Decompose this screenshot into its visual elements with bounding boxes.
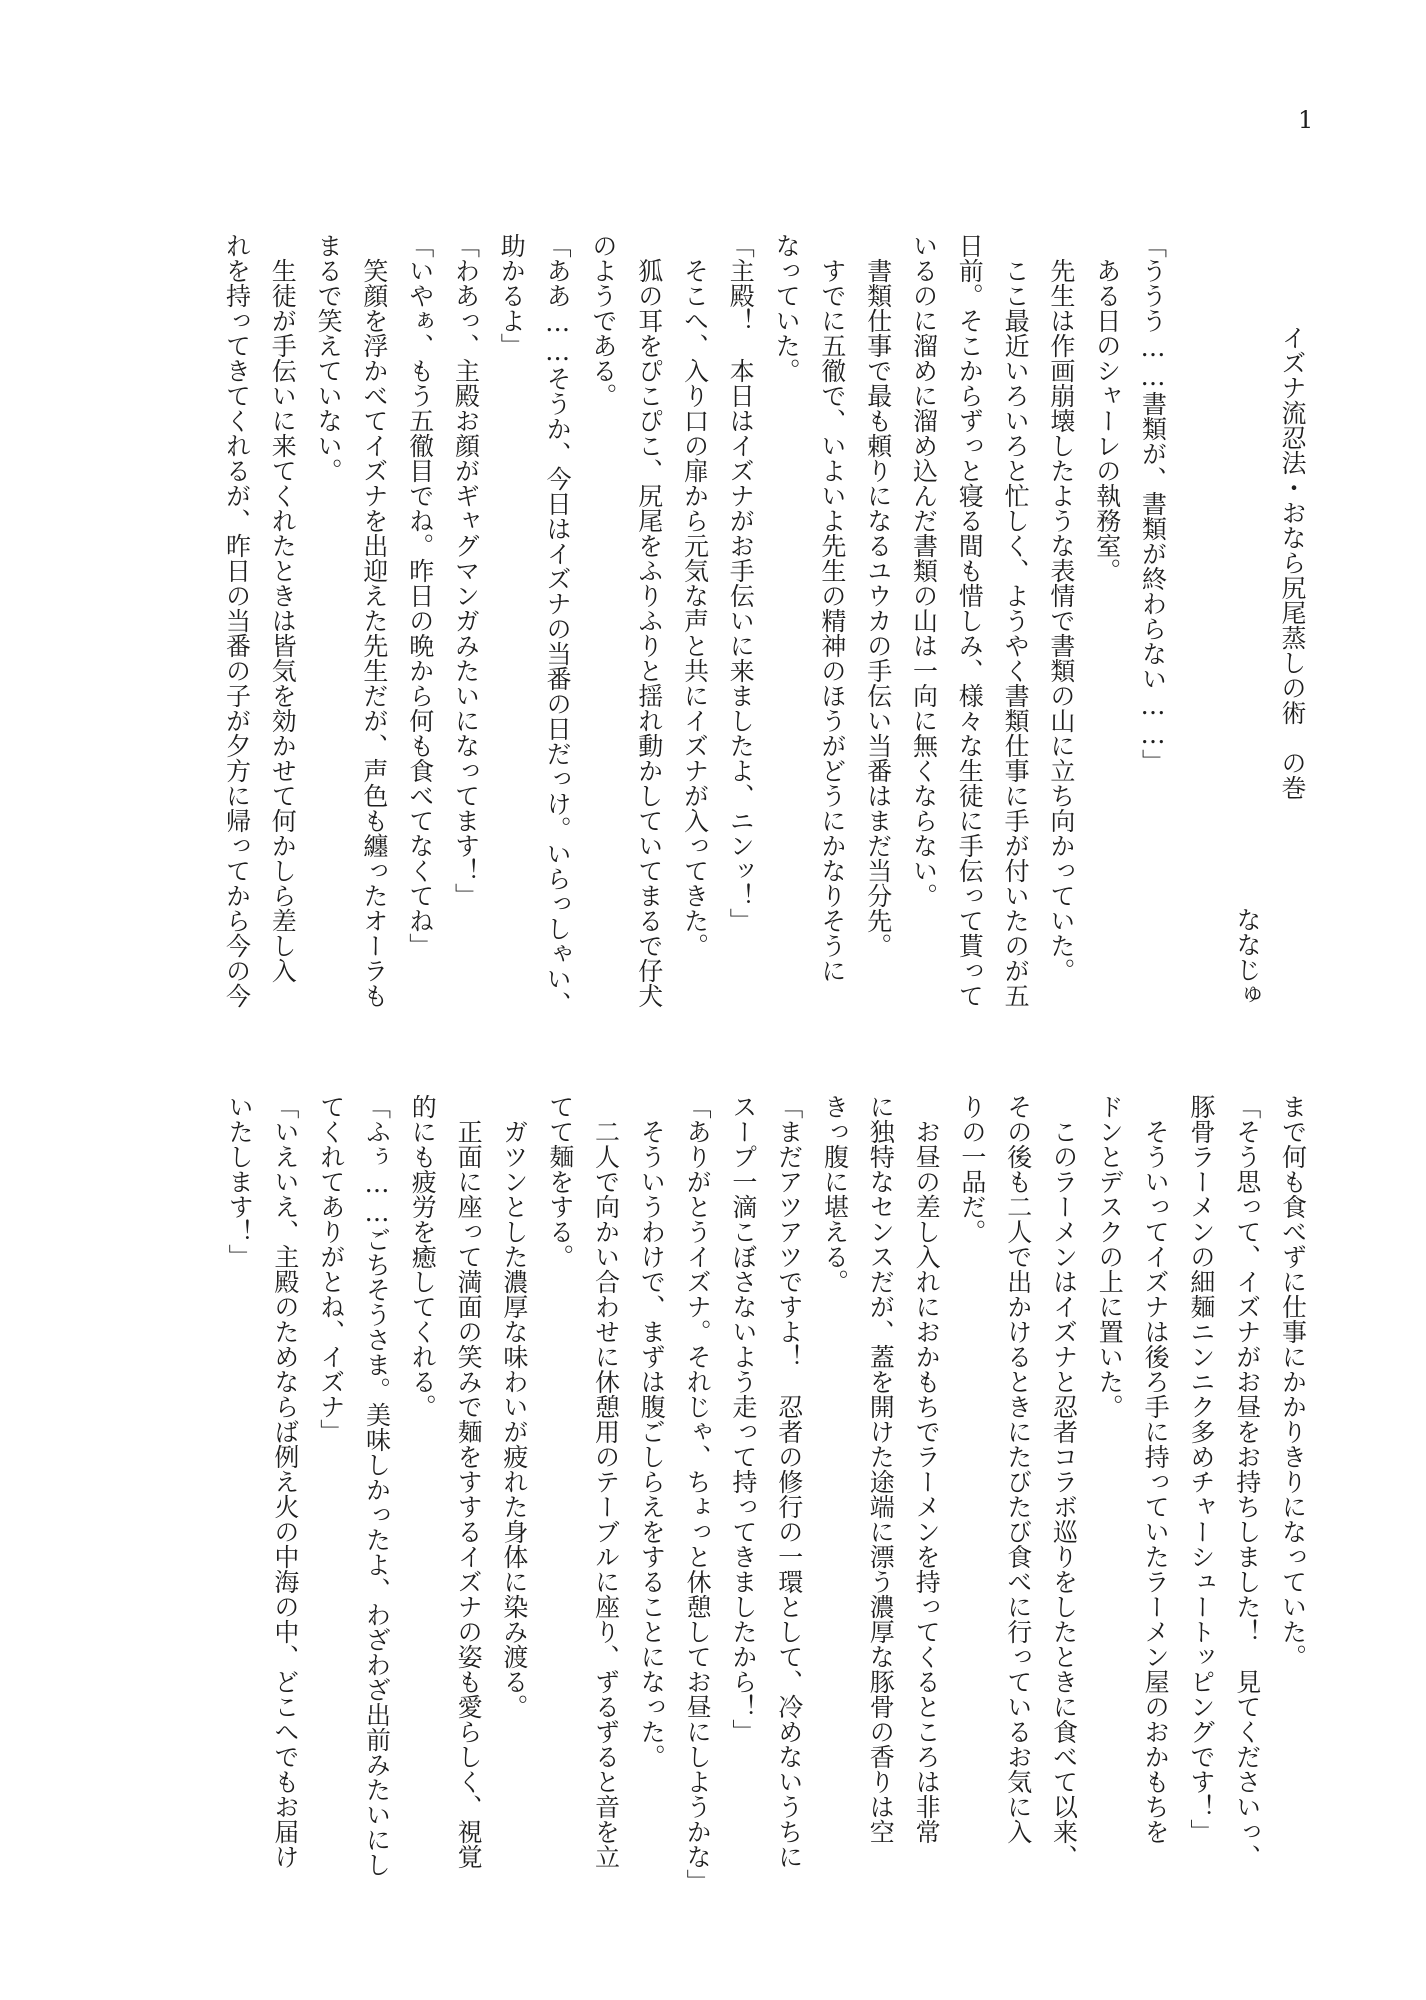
text-column: 「いえいえ、主殿のためならば例え火の中海の中、どこへでもお届け [270,1094,300,1869]
text-column: まるで笑えていない。 [314,233,344,483]
text-column: てて麺をする。 [545,1094,575,1269]
text-column: なっていた。 [772,233,802,383]
page-number: 1 [1298,106,1314,134]
text-column: 正面に座って満面の笑みで麺をすするイズナの姿も愛らしく、視覚 [454,1094,484,1869]
text-column: すでに五徹で、いよいよ先生の精神のほうがどうにかなりそうに [817,233,847,983]
text-column: に独特なセンスだが、蓋を開けた途端に漂う濃厚な豚骨の香りは空 [866,1094,896,1844]
text-column: いたします！」 [225,1094,255,1269]
text-column: きっ腹に堪える。 [820,1094,850,1294]
text-column: そういうわけで、まずは腹ごしらえをすることになった。 [637,1094,667,1769]
text-column: 「わあっ、主殿お顔がギャグマンガみたいになってます！」 [451,233,481,908]
text-column: 書類仕事で最も頼りになるユウカの手伝い当番はまだ当分先。 [863,233,893,958]
text-column: 狐の耳をぴこぴこ、尻尾をふりふりと揺れ動かしていてまるで仔犬 [634,233,664,1008]
text-column: 「主殿！ 本日はイズナがお手伝いに来ましたよ、ニンッ！」 [726,233,756,933]
text-column: 「いやぁ、もう五徹目でね。昨日の晩から何も食べてなくてね」 [405,233,435,958]
text-column: そういってイズナは後ろ手に持っていたラーメン屋のおかもちを [1141,1094,1171,1844]
text-column: ガツンとした濃厚な味わいが疲れた身体に染み渡る。 [499,1094,529,1719]
text-column: 「まだアツアツですよ！ 忍者の修行の一環として、冷めないうちに [774,1094,804,1869]
text-column: れを持ってきてくれるが、昨日の当番の子が夕方に帰ってから今の今 [222,233,252,1008]
text-column: そこへ、入り口の扉から元気な声と共にイズナが入ってきた。 [680,233,710,958]
text-column: のようである。 [588,233,618,408]
text-column: 「ああ……そうか、今日はイズナの当番の日だっけ。いらっしゃい、 [543,233,573,1016]
text-column: 生徒が手伝いに来てくれたときは皆気を効かせて何かしら差し入 [268,233,298,983]
author-name: ななじゅ [1233,907,1262,1007]
text-column: 「そう思って、イズナがお昼をお持ちしました！ 見てくださいっ、 [1232,1094,1262,1869]
text-column: 的にも疲労を癒してくれる。 [408,1094,438,1419]
text-column: りの一品だ。 [957,1094,987,1244]
text-column: このラーメンはイズナと忍者コラボ巡りをしたときに食べて以来、 [1049,1094,1079,1869]
text-column: 笑顔を浮かべてイズナを出迎えた先生だが、声色も纏ったオーラも [359,233,389,1008]
text-column: 日前。そこからずっと寝る間も惜しみ、様々な生徒に手伝って貰って [955,233,985,1008]
text-column: ここ最近いろいろと忙しく、ようやく書類仕事に手が付いたのが五 [1001,233,1031,1008]
text-column: ある日のシャーレの執務室。 [1092,233,1122,583]
story-title: イズナ流忍法・おなら尻尾蒸しの術 の巻 [1278,325,1307,800]
text-column: 「ううう……書類が、書類が終わらない……」 [1138,233,1168,774]
text-column: 先生は作画崩壊したような表情で書類の山に立ち向かっていた。 [1046,233,1076,983]
text-column: いるのに溜めに溜め込んだ書類の山は一向に無くならない。 [909,233,939,908]
text-column: 豚骨ラーメンの細麺ニンニク多めチャーシュートッピングです！」 [1186,1094,1216,1844]
text-column: 「ふぅ……ごちそうさま。美味しかったよ、わざわざ出前みたいにし [362,1094,392,1877]
text-column: てくれてありがとね、イズナ」 [316,1094,346,1444]
text-column: ドンとデスクの上に置いた。 [1095,1094,1125,1419]
text-column: 助かるよ」 [497,233,527,358]
text-column: 二人で向かい合わせに休憩用のテーブルに座り、ずるずると音を立 [591,1094,621,1869]
text-column: まで何も食べずに仕事にかかりきりになっていた。 [1278,1094,1308,1669]
text-column: スープ一滴こぼさないよう走って持ってきましたから！」 [728,1094,758,1744]
text-column: その後も二人で出かけるときにたびたび食べに行っているお気に入 [1003,1094,1033,1844]
text-column: 「ありがとうイズナ。それじゃ、ちょっと休憩してお昼にしようかな」 [683,1094,713,1894]
text-column: お昼の差し入れにおかもちでラーメンを持ってくるところは非常 [912,1094,942,1844]
